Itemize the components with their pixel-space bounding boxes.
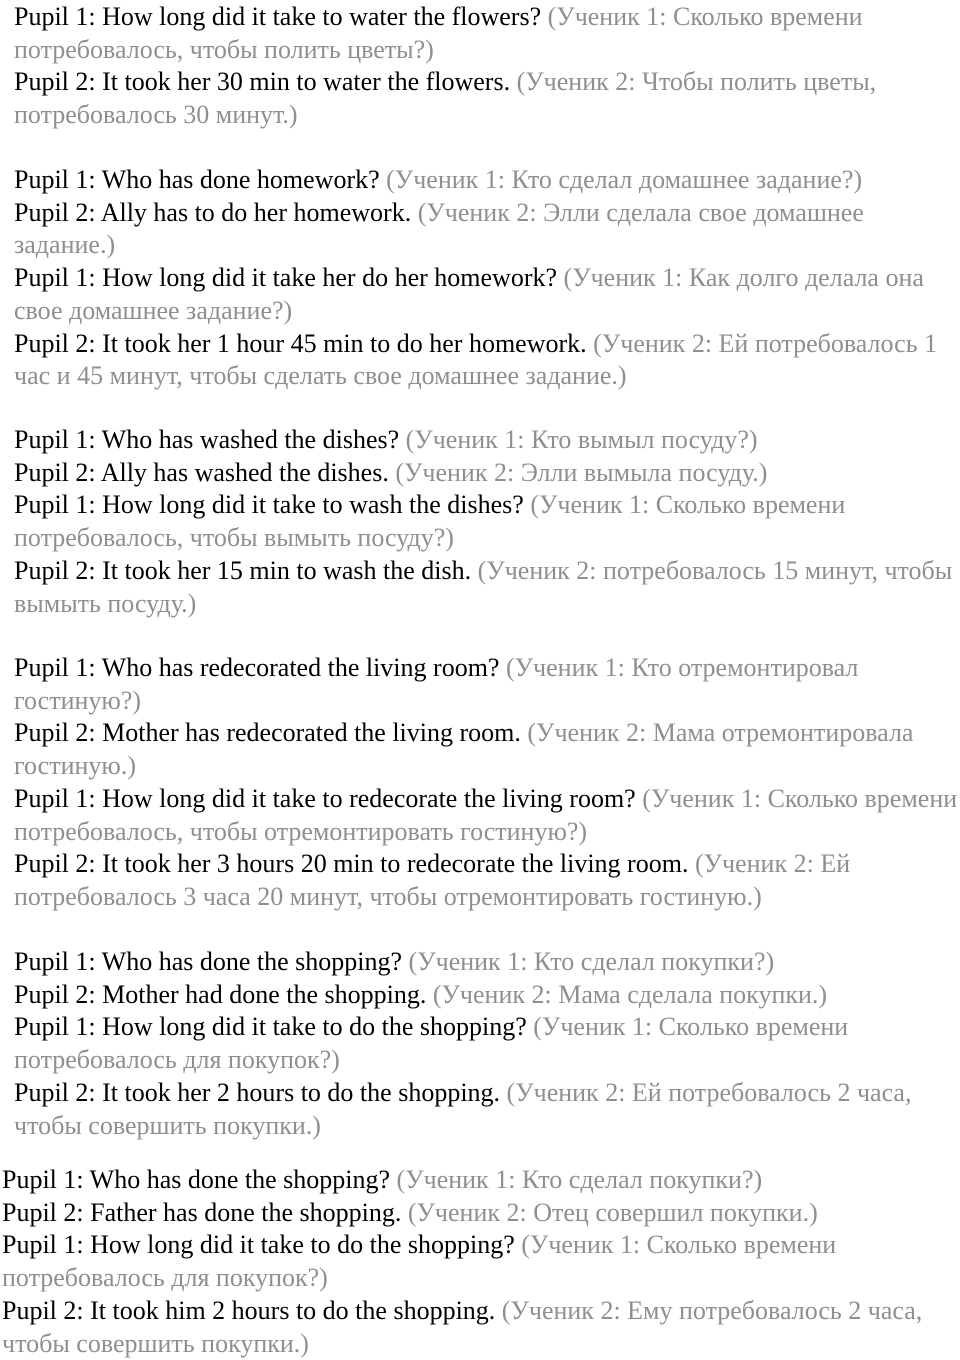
dialogue-line (14, 328, 958, 393)
english-text: Pupil 1: Who has done homework? (14, 165, 380, 194)
english-text: Pupil 1: How long did it take to do the shopping? (2, 1230, 515, 1260)
dialogue-line (2, 1197, 958, 1230)
russian-translation: (Ученик 2: Мама отремонтировала гостиную.) (14, 718, 914, 781)
english-text: Pupil 1: Who has done the shopping? (2, 1165, 391, 1194)
russian-translation: (Ученик 1: Сколько времени потребовалось, чтобы отремонтировать гостиную?) (14, 783, 958, 846)
dialogue-line (2, 1229, 958, 1294)
english-text: Pupil 1: How long did it take to water the flowers? (14, 2, 542, 31)
dialogue-line (14, 979, 958, 1012)
russian-translation: (Ученик 2: потребовалось 15 минут, чтобы вымыть посуду.) (14, 555, 953, 618)
dialogue-line (14, 457, 958, 490)
russian-translation: (Ученик 2: Чтобы полить цветы, потребовалось 30 минут.) (14, 67, 877, 130)
dialogue-line (2, 1295, 958, 1360)
english-text: Pupil 2: It took her 3 hours 20 min to redecorate the living room. (14, 849, 689, 879)
dialogue-line (14, 424, 958, 457)
english-text: Pupil 1: How long did it take her do her homework? (14, 263, 558, 293)
russian-translation: (Ученик 1: Кто отремонтировал гостиную?) (14, 653, 859, 715)
russian-translation: (Ученик 2: Ей потребовалось 1 час и 45 минут, чтобы сделать свое домашнее задание.) (14, 328, 938, 391)
russian-translation: (Ученик 2: Ей потребовалось 3 часа 20 минут, чтобы отремонтировать гостиную.) (14, 849, 851, 911)
dialogue-line (14, 1011, 958, 1076)
dialogue-line (2, 1164, 958, 1197)
russian-translation: (Ученик 1: Сколько времени потребовалось для покупок?) (14, 1012, 849, 1075)
dialogue-line (14, 848, 958, 913)
dialogue-block-watering (14, 1, 958, 132)
russian-translation: (Ученик 1: Как долго делала она свое домашнее задание?) (14, 263, 924, 325)
russian-translation: (Ученик 2: Ей потребовалось 2 часа, чтобы совершить покупки.) (14, 1077, 912, 1140)
dialogue-line (14, 1077, 958, 1142)
russian-translation: (Ученик 1: Сколько времени потребовалось для покупок?) (2, 1230, 837, 1293)
russian-translation: (Ученик 1: Сколько времени потребовалось, чтобы полить цветы?) (14, 2, 863, 64)
english-text: Pupil 2: It took him 2 hours to do the shopping. (2, 1295, 496, 1325)
russian-translation: (Ученик 2: Отец совершил покупки.) (407, 1197, 818, 1227)
english-text: Pupil 2: It took her 1 hour 45 min to do her homework. (14, 328, 587, 358)
english-text: Pupil 2: It took her 2 hours to do the shopping. (14, 1077, 501, 1107)
english-text: Pupil 2: Mother had done the shopping. (14, 979, 427, 1009)
russian-translation: (Ученик 1: Кто вымыл посуду?) (405, 425, 758, 454)
dialogue-block-shopping-mother (14, 946, 958, 1142)
english-text: Pupil 2: Mother has redecorated the living room. (14, 718, 521, 748)
dialogue-block-homework (14, 164, 958, 393)
russian-translation: (Ученик 1: Кто сделал покупки?) (408, 947, 775, 976)
russian-translation: (Ученик 1: Сколько времени потребовалось, чтобы вымыть посуду?) (14, 490, 846, 553)
dialogue-line (14, 717, 958, 782)
english-text: Pupil 1: Who has washed the dishes? (14, 425, 400, 454)
dialogue-block-dishes (14, 424, 958, 620)
english-text: Pupil 2: Ally has to do her homework. (14, 197, 412, 227)
dialogue-line (14, 1, 958, 66)
russian-translation: (Ученик 2: Элли сделала свое домашнее задание.) (14, 197, 864, 260)
russian-translation: (Ученик 2: Ему потребовалось 2 часа, чтобы совершить покупки.) (2, 1295, 923, 1358)
dialogue-line (14, 652, 958, 717)
english-text: Pupil 1: How long did it take to do the shopping? (14, 1012, 527, 1042)
russian-translation: (Ученик 1: Кто сделал домашнее задание?) (386, 165, 863, 194)
dialogue-line (14, 164, 958, 197)
dialogue-line (14, 946, 958, 979)
dialogue-line (14, 783, 958, 848)
dialogue-block-living-room (14, 652, 958, 914)
english-text: Pupil 2: Father has done the shopping. (2, 1197, 402, 1227)
dialogue-line (14, 197, 958, 262)
dialogue-line (14, 555, 958, 620)
russian-translation: (Ученик 2: Элли вымыла посуду.) (395, 457, 768, 487)
russian-translation: (Ученик 1: Кто сделал покупки?) (396, 1165, 763, 1194)
dialogue-line (14, 489, 958, 554)
english-text: Pupil 1: How long did it take to wash the dishes? (14, 490, 524, 520)
dialogue-block-shopping-father (2, 1164, 958, 1360)
english-text: Pupil 1: Who has redecorated the living room? (14, 653, 500, 682)
english-text: Pupil 2: Ally has washed the dishes. (14, 457, 389, 487)
english-text: Pupil 1: Who has done the shopping? (14, 947, 403, 976)
english-text: Pupil 2: It took her 15 min to wash the dish. (14, 555, 472, 585)
dialogue-line (14, 262, 958, 327)
russian-translation: (Ученик 2: Мама сделала покупки.) (432, 979, 828, 1009)
english-text: Pupil 1: How long did it take to redecorate the living room? (14, 783, 636, 813)
dialogue-line (14, 66, 958, 131)
english-text: Pupil 2: It took her 30 min to water the flowers. (14, 67, 511, 97)
